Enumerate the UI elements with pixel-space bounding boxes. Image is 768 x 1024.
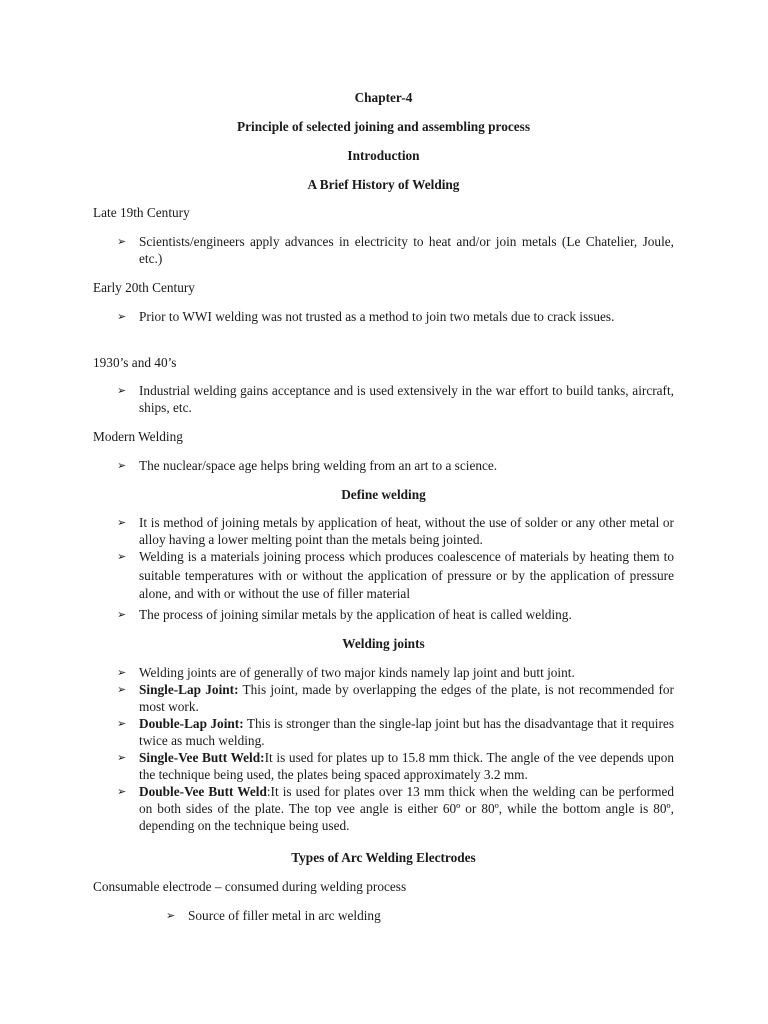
period-modern: Modern Welding: [93, 429, 183, 444]
list-item: ➢ Source of filler metal in arc welding: [166, 907, 674, 924]
chapter-label: Chapter-4: [354, 90, 413, 105]
electrodes-text: Consumable electrode – consumed during welding process: [93, 879, 407, 894]
list-item: [117, 664, 674, 681]
joint-text: This is stronger than the single-lap joint but has the disadvantage that it requires twice as much welding.: [139, 716, 675, 748]
define-list-2: [117, 548, 674, 604]
period-early-20th-list: [117, 308, 674, 325]
joint-term: Double-Lap Joint:: [139, 716, 244, 731]
define-list: [117, 514, 674, 548]
list-item: ➢ Industrial welding gains acceptance and is used extensively in the war effort to build tanks, aircraft, ships, etc.: [117, 382, 674, 416]
define-heading: Define welding: [341, 487, 426, 502]
history-heading: A Brief History of Welding: [307, 177, 460, 192]
list-item: [117, 749, 674, 783]
joint-text: Welding joints are of generally of two major kinds namely lap joint and butt joint.: [139, 665, 575, 680]
list-item: [117, 681, 674, 715]
electrodes-list: [166, 907, 674, 924]
joint-text: This joint, made by overlapping the edges of the plate, is not recommended for most work.: [139, 682, 674, 714]
list-item: ➢ The process of joining similar metals by the application of heat is called welding.: [117, 606, 674, 623]
joint-term: Single-Lap Joint:: [139, 682, 239, 697]
define-list-3: [117, 606, 674, 623]
joints-list: [117, 664, 674, 834]
list-item: ➢ It is method of joining metals by application of heat, without the use of solder or any other metal or alloy having a lower melting point than the metals being jointed.: [117, 514, 674, 548]
list-item: [117, 783, 674, 834]
period-1930s-40s-list: [117, 382, 674, 416]
list-item: ➢ Prior to WWI welding was not trusted as a method to join two metals due to crack issues.: [117, 308, 674, 325]
joint-term: Double-Vee Butt Weld: [139, 784, 267, 799]
list-item: ➢ Scientists/engineers apply advances in electricity to heat and/or join metals (Le Chatelier, Joule, etc.): [117, 233, 674, 267]
electrodes-heading: Types of Arc Welding Electrodes: [291, 850, 476, 865]
period-late-19th: Late 19th Century: [93, 205, 190, 220]
period-late-19th-list: [117, 233, 674, 267]
period-1930s-40s: 1930’s and 40’s: [93, 355, 177, 370]
period-early-20th: Early 20th Century: [93, 280, 195, 295]
list-item: ➢ The nuclear/space age helps bring welding from an art to a science.: [117, 457, 674, 474]
joint-text: :It is used for plates over 13 mm thick when the welding can be performed on both sides of the plate. The top vee angle is either 60º or 80º, while the bottom angle is 80º, depending on the technique being used.: [139, 784, 674, 833]
joint-text: It is used for plates up to 15.8 mm thick. The angle of the vee depends upon the technique being used, the plates being spaced approximately 3.2 mm.: [139, 750, 675, 782]
list-item: ➢ Welding is a materials joining process which produces coalescence of materials by heating them to suitable temperatures with or without the application of pressure or by the application of pressure alone, and with or without the use of filler material: [117, 548, 674, 604]
joint-term: Single-Vee Butt Weld:: [139, 750, 265, 765]
introduction-heading: Introduction: [347, 148, 420, 163]
list-item: [117, 715, 674, 749]
chapter-title: Principle of selected joining and assembling process: [236, 119, 531, 134]
joints-heading: Welding joints: [342, 636, 425, 651]
period-modern-list: [117, 457, 674, 474]
